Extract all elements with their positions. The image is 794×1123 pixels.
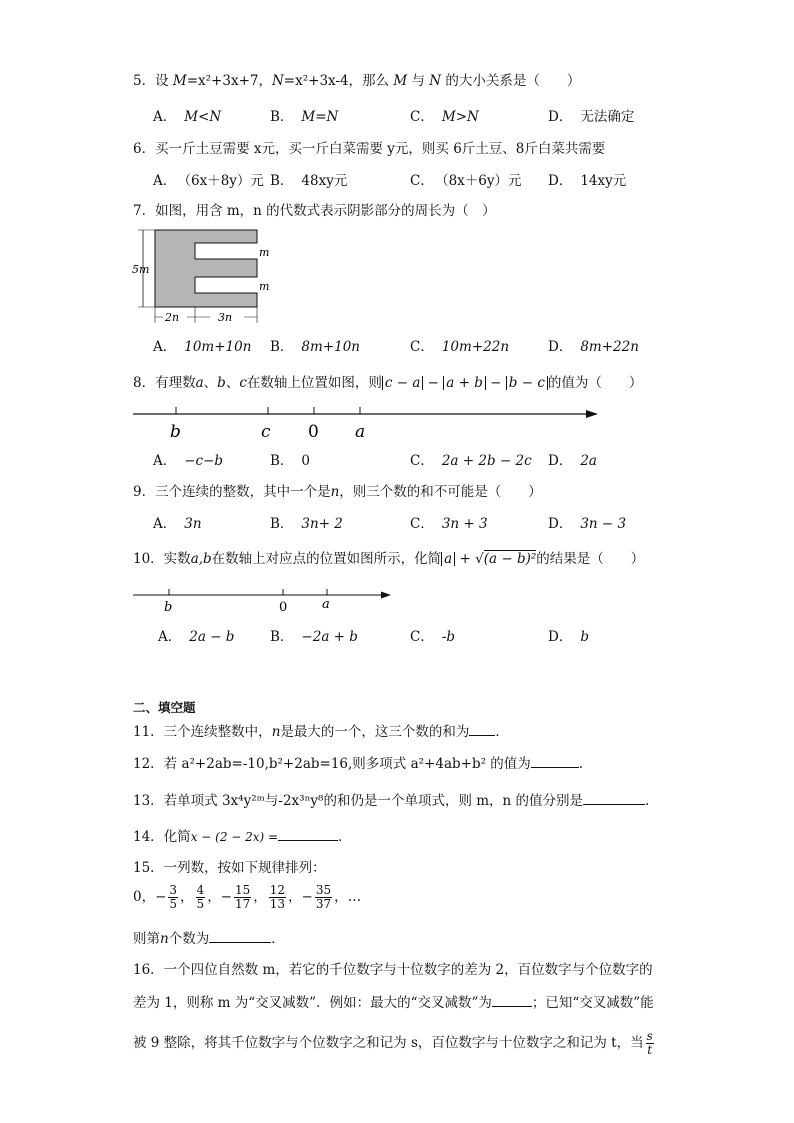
fraction: $\frac{3}{5}$: [169, 883, 178, 911]
option-c[interactable]: C． -b: [410, 629, 456, 645]
shaded-e-figure: [130, 225, 280, 327]
height-label: 5m: [132, 263, 150, 276]
answer-blank[interactable]: [469, 723, 495, 736]
question-15: 15．一列数，按如下规律排列：: [133, 860, 326, 876]
abs-b-minus-c: b − c: [506, 376, 548, 390]
fraction: $\frac{35}{37}$: [315, 883, 332, 911]
question-16-line-1: 16．一个四位自然数 m，若它的千位数字与十位数字的差为 2，百位数字与个位数字的: [133, 962, 653, 978]
bottom-label-2: 3n: [218, 311, 233, 324]
option-c[interactable]: C． 3n + 3: [410, 516, 488, 532]
answer-blank[interactable]: [531, 755, 579, 768]
axis-label-zero: 0: [279, 600, 288, 615]
option-c[interactable]: C． （8x＋6y）元: [410, 173, 522, 189]
axis-label-a: a: [355, 422, 366, 442]
question-6: 6．买一斤土豆需要 x元，买一斤白菜需要 y元，则买 6斤土豆、8斤白菜共需要: [133, 141, 606, 157]
sqrt-radicand: (a − b)²: [483, 551, 537, 567]
answer-blank[interactable]: [583, 792, 645, 805]
option-b[interactable]: B． M=N: [270, 109, 339, 125]
fraction-s-over-t: $\frac{s}{t}$: [646, 1029, 653, 1057]
axis-label-a: a: [322, 597, 330, 612]
option-d[interactable]: D． 2a: [548, 453, 597, 469]
question-15-sequence: 0，− $\frac{3}{5}$ ， $\frac{4}{5}$ ，− $\frac{15}{17}$ ， $\frac{12}{13}$ ，− $\frac{35}{37}$ ，…: [133, 883, 362, 911]
abs-a: a: [441, 552, 455, 566]
axis-label-b: b: [170, 422, 181, 442]
slot-label-1: m: [259, 246, 270, 259]
option-d[interactable]: D． 8m+22n: [548, 339, 639, 355]
question-14: 14．化简x − (2 − 2x) = ．: [133, 829, 352, 845]
shaded-region: [155, 230, 257, 307]
option-b[interactable]: B． 3n+ 2: [270, 516, 343, 532]
question-10: 10．实数a,b在数轴上对应点的位置如图所示，化简 a + √(a − b)²的结果是（ ）: [133, 551, 645, 567]
option-a[interactable]: A． （6x＋8y）元: [153, 173, 264, 189]
axis-label-zero: 0: [308, 422, 319, 442]
abs-a-plus-b: a + b: [443, 376, 486, 390]
question-16-line-3: 被 9 整除，将其千位数字与个位数字之和记为 s，百位数字与十位数字之和记为 t，当 $\frac{s}{t}$: [133, 1029, 653, 1057]
fraction: $\frac{15}{17}$: [235, 883, 251, 911]
option-c[interactable]: C． M>N: [410, 109, 479, 125]
bottom-label-1: 2n: [165, 311, 180, 324]
option-b[interactable]: B． 48xy元: [270, 173, 348, 189]
question-12: 12．若 a²+2ab=-10,b²+2ab=16,则多项式 a²+4ab+b² 的值为 .: [133, 756, 584, 772]
axis-label-c: c: [261, 422, 271, 442]
option-a[interactable]: A． 2a − b: [158, 629, 235, 645]
option-d[interactable]: D． 无法确定: [548, 109, 635, 125]
option-a[interactable]: A． 10m+10n: [153, 339, 252, 355]
option-b[interactable]: B． 8m+10n: [270, 339, 360, 355]
option-b[interactable]: B． 0: [270, 453, 311, 469]
question-7: 7．如图，用含 m，n 的代数式表示阴影部分的周长为（ ）: [133, 203, 496, 219]
answer-blank[interactable]: [209, 930, 271, 943]
axis-label-b: b: [164, 600, 173, 615]
sqrt-symbol: √: [475, 551, 484, 567]
fraction: $\frac{4}{5}$: [196, 883, 205, 911]
number-line-q8: [130, 400, 600, 445]
question-5: 5．设 M=x²+3x+7，N=x²+3x-4，那么 M 与 N 的大小关系是（ ）: [133, 73, 581, 89]
question-13: 13．若单项式 3x⁴y²ᵐ与-2x³ⁿy⁸的和仍是一个单项式，则 m，n 的值分别是 .: [133, 793, 650, 809]
answer-blank[interactable]: [492, 994, 532, 1007]
option-b[interactable]: B． −2a + b: [270, 629, 358, 645]
answer-blank[interactable]: [278, 828, 338, 841]
option-c[interactable]: C． 10m+22n: [410, 339, 510, 355]
question-9: 9．三个连续的整数，其中一个是n，则三个数的和不可能是（ ）: [133, 484, 542, 500]
number-line-q10: [130, 585, 400, 617]
abs-c-minus-a: c − a: [382, 376, 424, 390]
question-16-line-2: 差为 1，则称 m 为“交叉减数”．例如：最大的“交叉减数”为 ；已知“交叉减数”能: [133, 995, 654, 1011]
option-d[interactable]: D． 3n − 3: [548, 516, 627, 532]
option-d[interactable]: D． 14xy元: [548, 173, 627, 189]
option-d[interactable]: D． b: [548, 629, 589, 645]
question-15-ask: 则第n个数为 ．: [133, 931, 285, 947]
option-a[interactable]: A． M<N: [153, 109, 222, 125]
fraction: $\frac{12}{13}$: [269, 883, 286, 911]
slot-label-2: m: [259, 280, 270, 293]
question-8: 8．有理数a、b、c在数轴上位置如图，则 c − a − a + b − b − c 的值为（ ）: [133, 375, 643, 391]
section-title: 二、填空题: [133, 700, 196, 715]
option-c[interactable]: C． 2a + 2b − 2c: [410, 453, 532, 469]
option-a[interactable]: A． −c−b: [153, 453, 224, 469]
question-11: 11．三个连续整数中，n是最大的一个，这三个数的和为 ．: [133, 724, 509, 740]
option-a[interactable]: A． 3n: [153, 516, 202, 532]
